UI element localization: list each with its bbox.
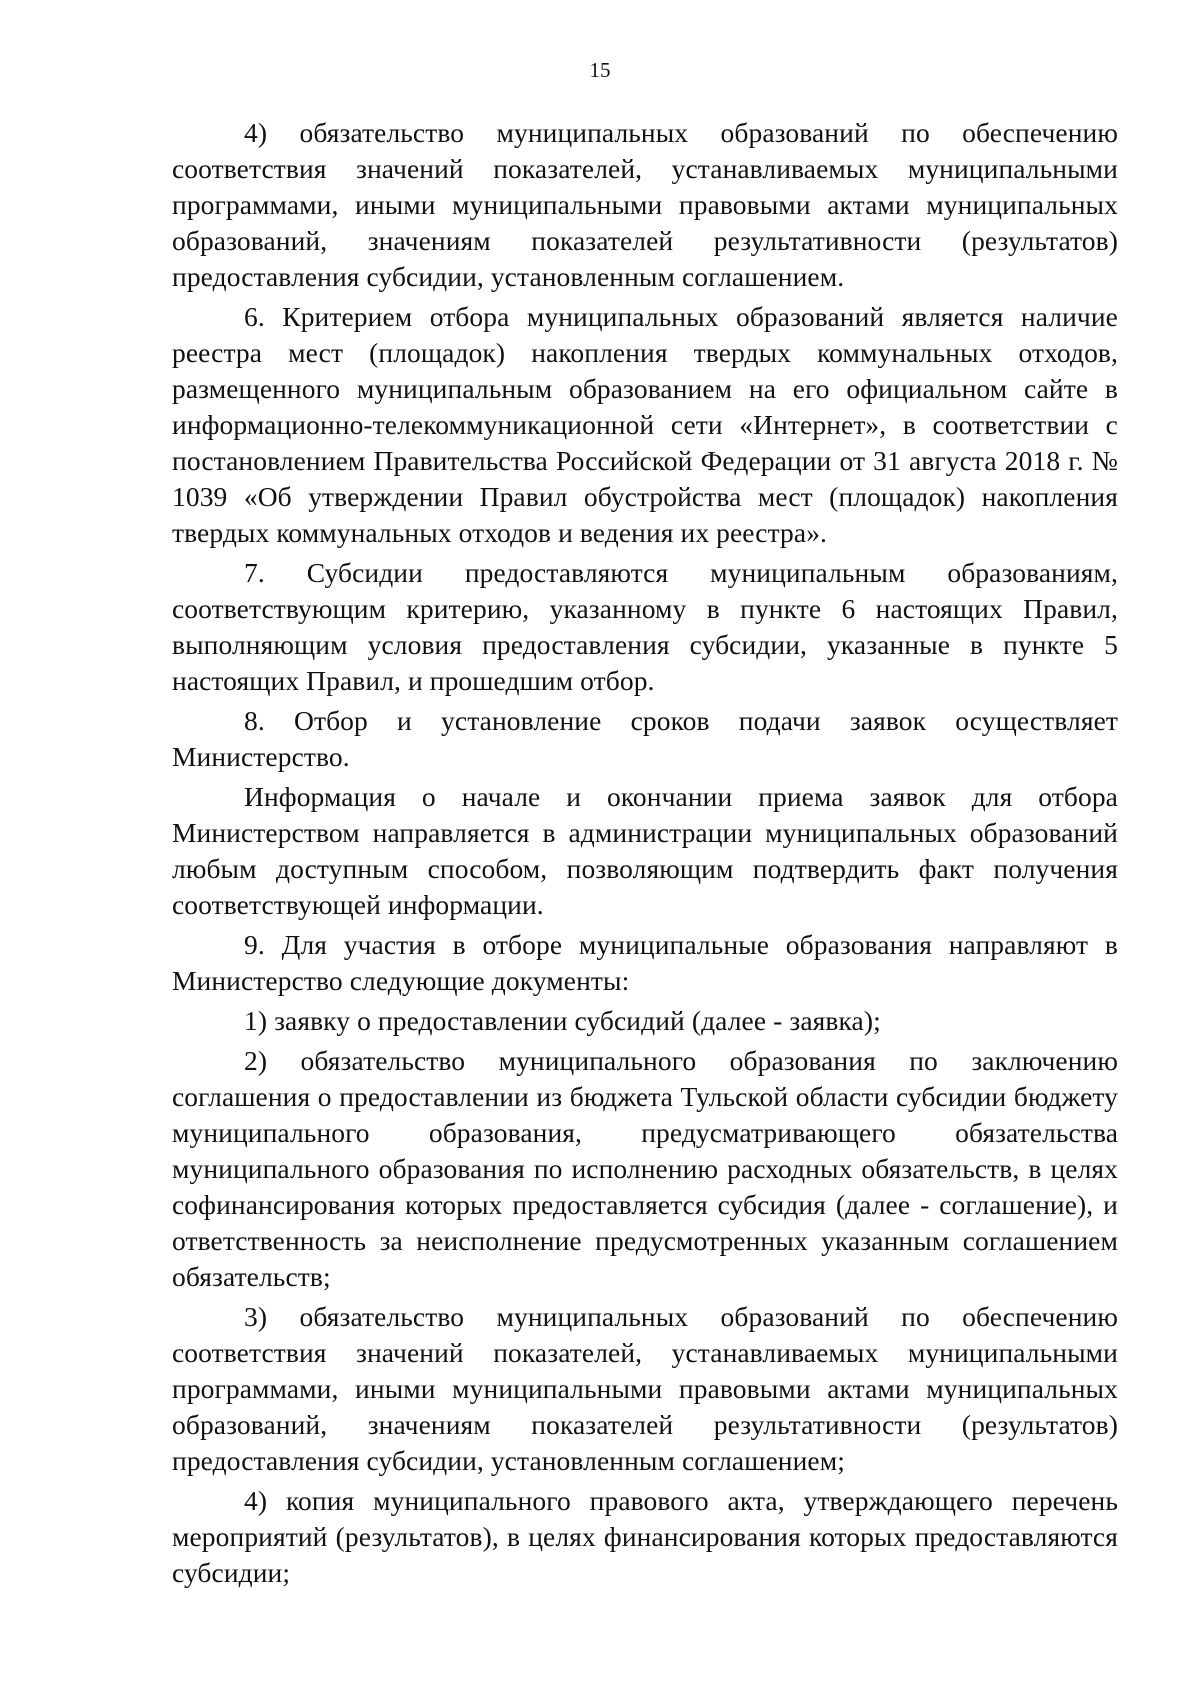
- page-number: 15: [589, 58, 611, 82]
- paragraph-item-8: 8. Отбор и установление сроков подачи заявок осуществляет Министерство.: [172, 705, 1118, 772]
- paragraph-information: Информация о начале и окончании приема заявок для отбора Министерством направляется в администрации муниципальных образований любым доступным способом, позволяющим подтвердить факт получения соответствующей информации.: [172, 781, 1118, 920]
- list-item-3: 3) обязательство муниципальных образований по обеспечению соответствия значений показателей, устанавливаемых муниципальными программами, иными муниципальными правовыми актами муниципальных образований, значениям показателей результативности (результатов) предоставления субсидии, установленным соглашением;: [172, 1301, 1118, 1476]
- list-item-1: 1) заявку о предоставлении субсидий (далее - заявка);: [244, 1005, 881, 1036]
- list-item-4: 4) копия муниципального правового акта, утверждающего перечень мероприятий (результатов), в целях финансирования которых предоставляются субсидии;: [172, 1485, 1118, 1588]
- paragraph-item-9: 9. Для участия в отборе муниципальные образования направляют в Министерство следующие документы:: [172, 929, 1118, 996]
- paragraph-item-7: 7. Субсидии предоставляются муниципальным образованиям, соответствующим критерию, указанному в пункте 6 настоящих Правил, выполняющим условия предоставления субсидии, указанные в пункте 5 настоящих Правил, и прошедшим отбор.: [172, 557, 1118, 696]
- paragraph-item-6: 6. Критерием отбора муниципальных образований является наличие реестра мест (площадок) накопления твердых коммунальных отходов, размещенного муниципальным образованием на его официальном сайте в информационно-телекоммуникационной сети «Интернет», в соответствии с постановлением Правительства Российской Федерации от 31 августа 2018 г. № 1039 «Об утверждении Правил обустройства мест (площадок) накопления твердых коммунальных отходов и ведения их реестра».: [172, 301, 1118, 548]
- list-item-2: 2) обязательство муниципального образования по заключению соглашения о предоставлении из бюджета Тульской области субсидии бюджету муниципального образования, предусматривающего обязательства муниципального образования по исполнению расходных обязательств, в целях софинансирования которых предоставляется субсидия (далее - соглашение), и ответственность за неисполнение предусмотренных указанным соглашением обязательств;: [172, 1045, 1118, 1292]
- paragraph-obligation-4: 4) обязательство муниципальных образований по обеспечению соответствия значений показателей, устанавливаемых муниципальными программами, иными муниципальными правовыми актами муниципальных образований, значениям показателей результативности (результатов) предоставления субсидии, установленным соглашением.: [172, 117, 1118, 292]
- document-body: [172, 115, 1118, 1595]
